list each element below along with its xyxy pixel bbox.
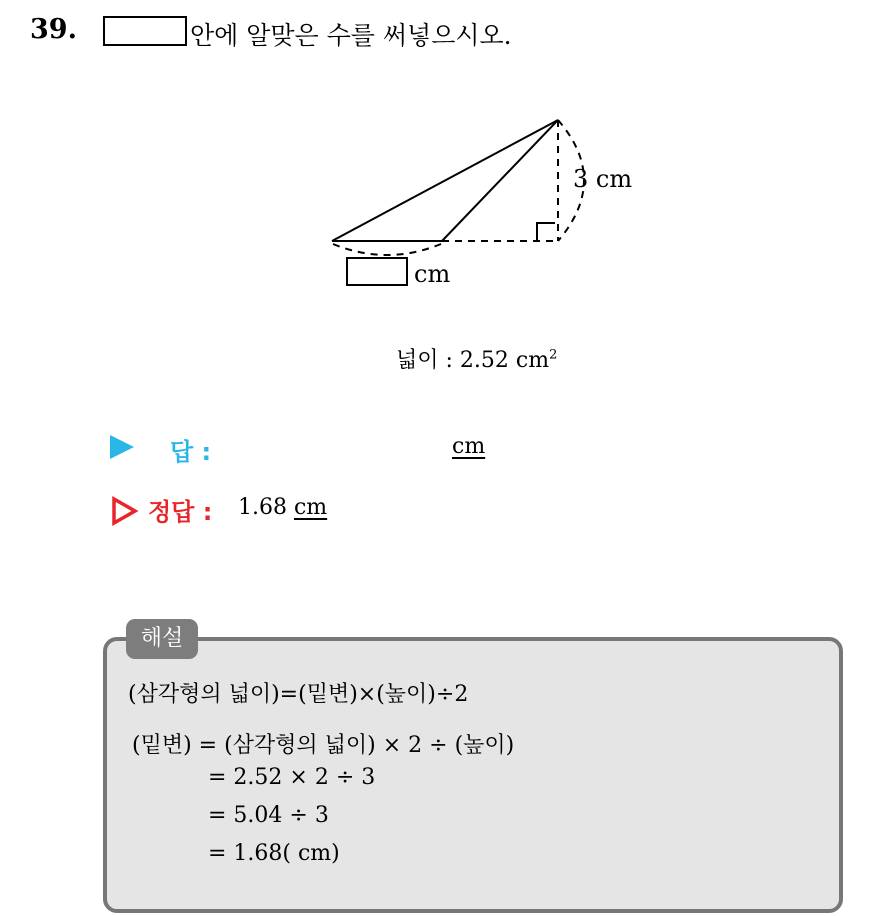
answer-row	[108, 430, 608, 464]
area-statement	[396, 343, 557, 374]
right-angle-mark	[537, 223, 555, 241]
solution-answer	[238, 495, 327, 520]
explanation-line-5: = 1.68( cm)	[208, 841, 340, 866]
outline-arrow-icon	[110, 496, 140, 526]
area-exponent: 2	[549, 347, 558, 363]
area-value: 2.52 cm	[459, 348, 550, 373]
answer-unit: cm	[452, 434, 486, 459]
explanation-line-3: = 2.52 × 2 ÷ 3	[208, 765, 376, 790]
base-unit-label: cm	[414, 260, 451, 288]
solution-row	[108, 490, 608, 530]
area-label: 넓이 :	[396, 348, 453, 373]
explanation-line-1: (삼각형의 넓이)=(밑변)×(높이)÷2	[128, 682, 469, 707]
solution-unit: cm	[293, 495, 328, 520]
solution-label: 정답 :	[148, 498, 213, 526]
base-brace	[333, 244, 441, 255]
play-arrow-icon	[110, 435, 134, 459]
explanation-line-4: = 5.04 ÷ 3	[208, 803, 329, 828]
question-number: 39.	[30, 14, 77, 45]
answer-label: 답 :	[170, 438, 212, 466]
question-instruction: 안에 알맞은 수를 써넣으시오.	[190, 21, 512, 50]
explanation-line-2: (밑변) = (삼각형의 넓이) × 2 ÷ (높이)	[132, 733, 515, 758]
height-label: 3 cm	[573, 165, 633, 193]
explanation-tag: 해설	[126, 619, 198, 659]
solution-value: 1.68	[238, 495, 287, 520]
triangle-side-long	[332, 120, 558, 241]
base-blank-box	[347, 258, 407, 285]
